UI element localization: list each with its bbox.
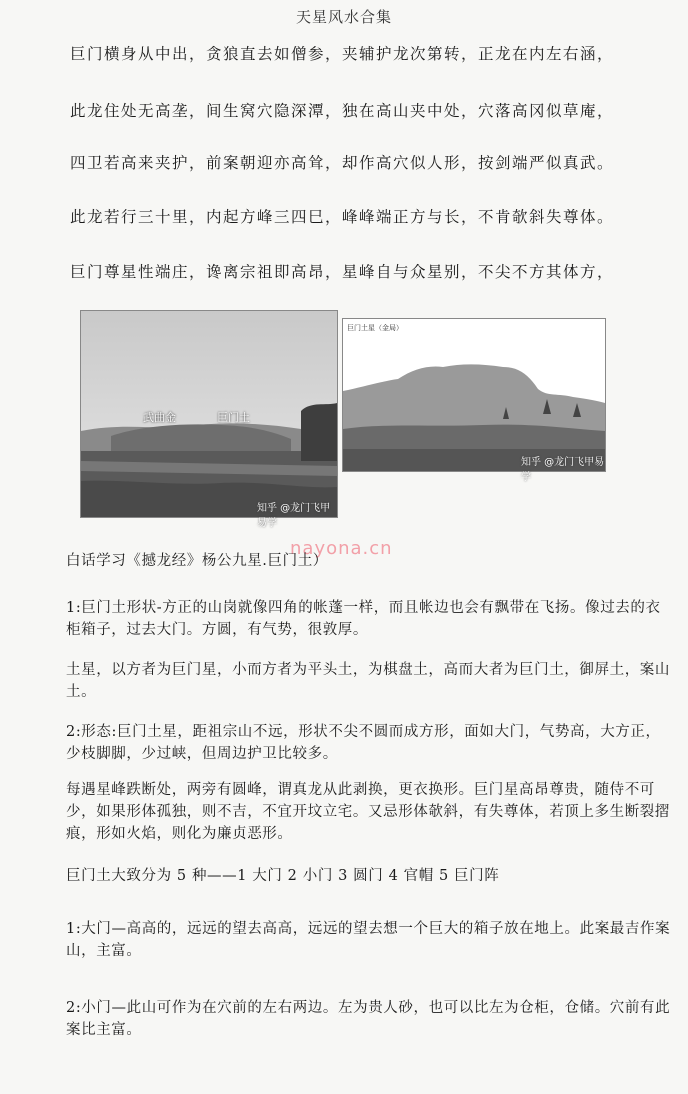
paragraph-big-gate: 1:大门—高高的，远远的望去高高，远远的望去想一个巨大的箱子放在地上。此案最吉作案山，主富。 — [66, 921, 671, 959]
paragraph-shape: 1:巨门土形状-方正的山岗就像四角的帐蓬一样，而且帐边也会有飘带在飞扬。像过去的衣柜箱子，过去大门。方圆，有气势，很敦厚。 — [66, 600, 661, 638]
verse-line-1: 巨门横身从中出，贪狼直去如僧参，夹辅护龙次第转，正龙在内左右涵， — [70, 45, 615, 63]
verse-line-3: 四卫若高来夹护，前案朝迎亦高耸，却作高穴似人形，按剑端严似真武。 — [70, 154, 615, 172]
paragraph-peak: 每遇星峰跌断处，两旁有圆峰，谓真龙从此剥换，更衣换形。巨门星高昂尊贵，随侍不可少，如果形体孤独，则不吉，不宜开坟立宅。又忌形体欹斜，有失尊体，若顶上多生断裂摺痕，形如火焰，则化为廉贞恶形。 — [66, 782, 670, 842]
mountain-photo-left-image — [81, 311, 337, 517]
photo-watermark-left: 知乎 @龙门飞甲易学 — [257, 503, 331, 529]
section-heading: 白话学习《撼龙经》杨公九星.巨门土） — [66, 553, 328, 569]
paragraph-form: 2:形态:巨门土星，距祖宗山不远，形状不尖不圆而成方形，面如大门，气势高，大方正，少枝脚脚，少过峡，但周边护卫比较多。 — [66, 724, 661, 762]
photo-corner-caption: 巨门土星（金局） — [347, 324, 403, 332]
mountain-photo-right — [342, 318, 606, 483]
photo-label-jumen: 巨门土 — [217, 411, 250, 424]
page-header-title: 天星风水合集 — [295, 8, 392, 26]
mountain-photo-right-image — [343, 319, 605, 471]
mountain-photo-left — [80, 310, 338, 529]
paragraph-five-types: 巨门土大致分为 5 种——1 大门 2 小门 3 圆门 4 官帽 5 巨门阵 — [66, 868, 500, 884]
photo-watermark-right: 知乎 @龙门飞甲易学 — [521, 457, 605, 483]
site-watermark: nayona.cn — [290, 538, 393, 559]
verse-line-5: 巨门尊星性端庄，谗离宗祖即高昂，星峰自与众星别，不尖不方其体方， — [70, 263, 615, 281]
paragraph-small-gate: 2:小门—此山可作为在穴前的左右两边。左为贵人砂，也可以比左为仓柜，仓储。穴前有此案比主富。 — [66, 1000, 671, 1038]
photo-label-wuqu: 武曲金 — [143, 411, 176, 424]
verse-line-2: 此龙住处无高垄，间生窝穴隐深潭，独在高山夹中处，穴落高冈似草庵， — [70, 102, 615, 120]
verse-line-4: 此龙若行三十里，内起方峰三四巳，峰峰端正方与长，不肯欹斜失尊体。 — [70, 208, 615, 226]
paragraph-earth-star: 土星，以方者为巨门星，小而方者为平头土，为棋盘土，高而大者为巨门土，御屏土，案山土。 — [66, 662, 670, 700]
